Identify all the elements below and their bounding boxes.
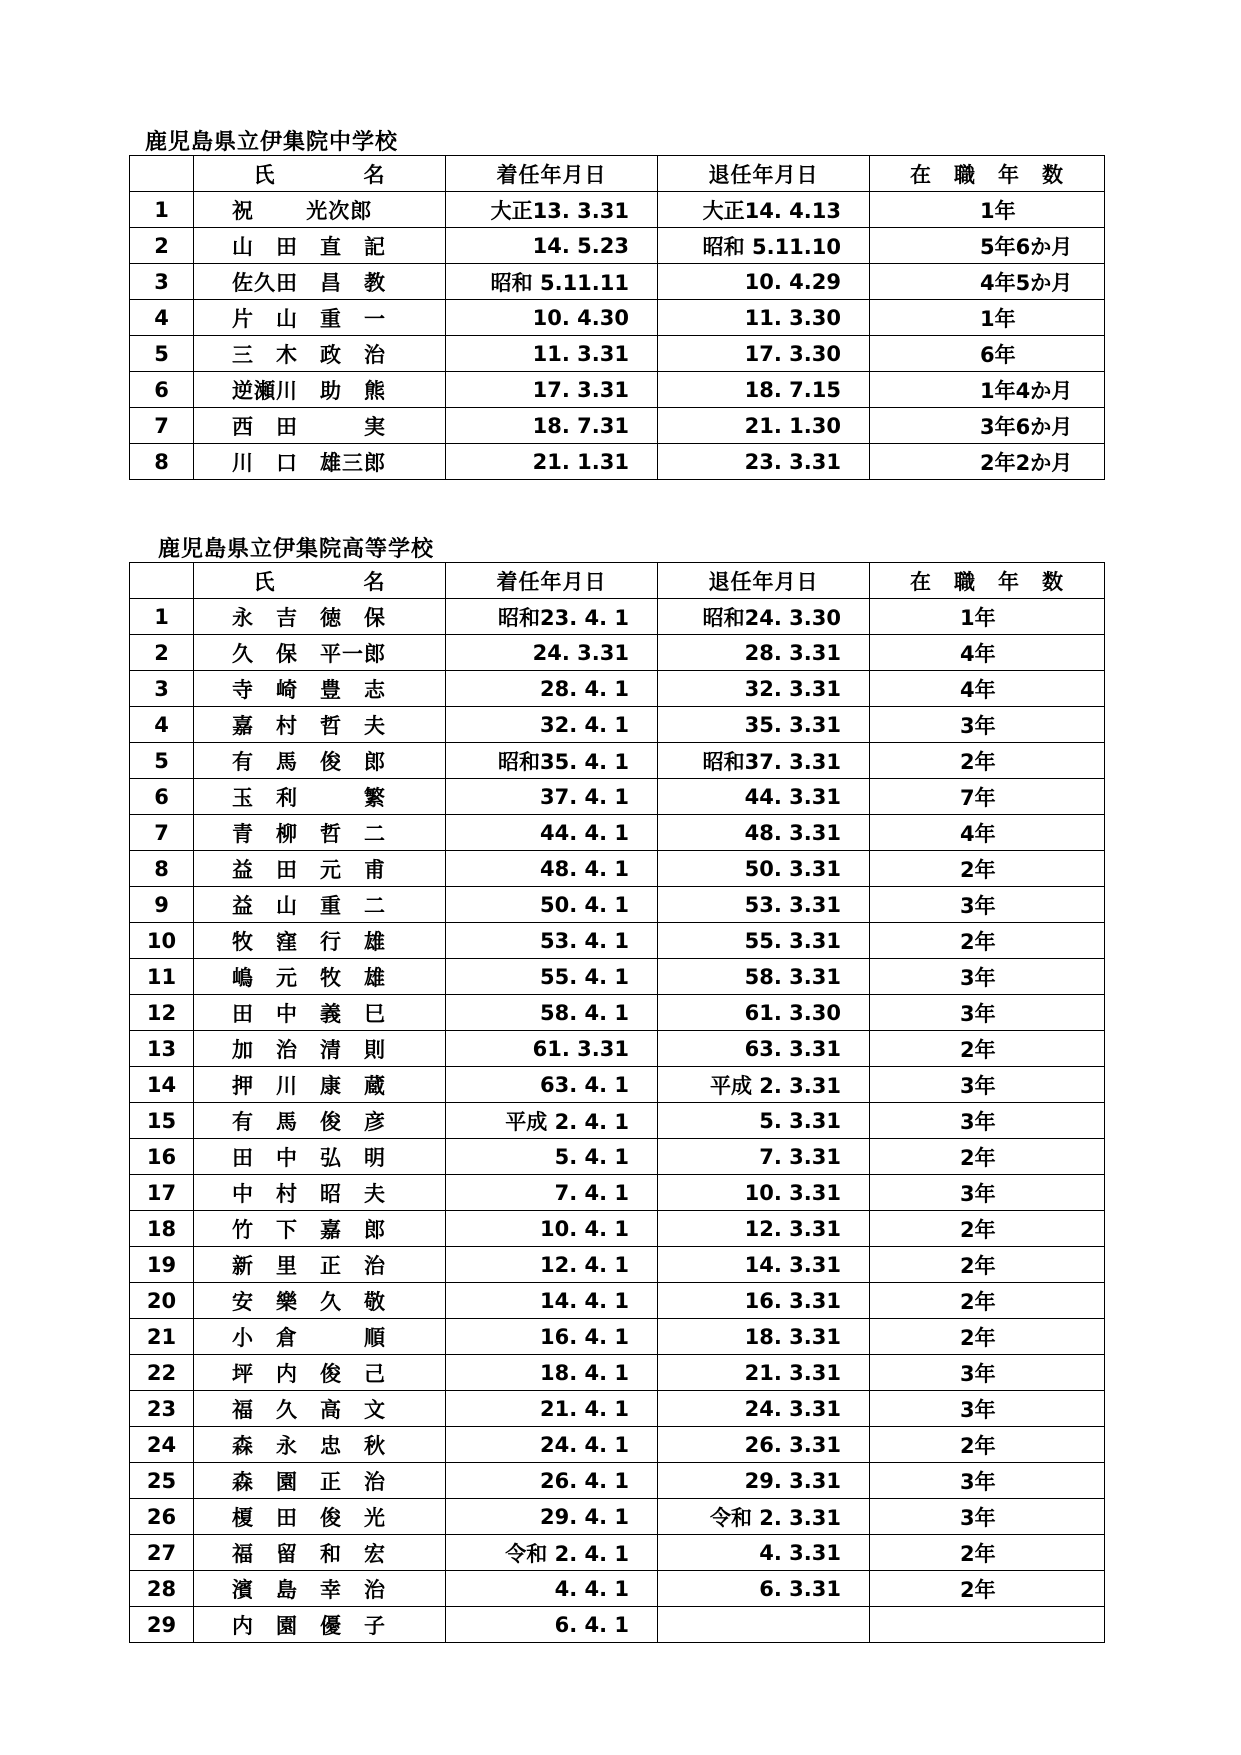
row-number: 6 bbox=[130, 372, 194, 408]
end-date: 大正14. 4.13 bbox=[658, 192, 870, 228]
section-title-junior-high: 鹿児島県立伊集院中学校 bbox=[145, 130, 399, 155]
start-date: 24. 3.31 bbox=[446, 635, 658, 671]
row-number: 9 bbox=[130, 887, 194, 923]
end-date: 5. 3.31 bbox=[658, 1103, 870, 1139]
end-date: 58. 3.31 bbox=[658, 959, 870, 995]
table-row bbox=[130, 1355, 1105, 1391]
row-number: 1 bbox=[130, 599, 194, 635]
start-date: 44. 4. 1 bbox=[446, 815, 658, 851]
start-date: 55. 4. 1 bbox=[446, 959, 658, 995]
principal-name: 中 村 昭 夫 bbox=[194, 1175, 446, 1211]
tenure-years: 1年 bbox=[870, 300, 1105, 336]
table-row bbox=[130, 1067, 1105, 1103]
end-date: 10. 4.29 bbox=[658, 264, 870, 300]
table-header-row bbox=[130, 563, 1105, 599]
start-date: 12. 4. 1 bbox=[446, 1247, 658, 1283]
end-date: 7. 3.31 bbox=[658, 1139, 870, 1175]
tenure-years: 4年 bbox=[870, 671, 1105, 707]
tenure-years: 2年 bbox=[870, 1319, 1105, 1355]
start-date: 58. 4. 1 bbox=[446, 995, 658, 1031]
start-date: 6. 4. 1 bbox=[446, 1607, 658, 1643]
table-row bbox=[130, 264, 1105, 300]
end-date: 48. 3.31 bbox=[658, 815, 870, 851]
table-body bbox=[130, 599, 1105, 1643]
table-row bbox=[130, 228, 1105, 264]
end-date bbox=[658, 1607, 870, 1643]
end-date: 29. 3.31 bbox=[658, 1463, 870, 1499]
principal-name: 嶋 元 牧 雄 bbox=[194, 959, 446, 995]
start-date: 4. 4. 1 bbox=[446, 1571, 658, 1607]
tenure-years: 1年 bbox=[870, 599, 1105, 635]
principal-name: 川 口 雄三郎 bbox=[194, 444, 446, 480]
tenure-years: 2年 bbox=[870, 1571, 1105, 1607]
principal-name: 田 中 義 巳 bbox=[194, 995, 446, 1031]
principal-name: 福 留 和 宏 bbox=[194, 1535, 446, 1571]
row-number: 20 bbox=[130, 1283, 194, 1319]
table-row bbox=[130, 1247, 1105, 1283]
principal-name: 有 馬 俊 彦 bbox=[194, 1103, 446, 1139]
tenure-years: 2年 bbox=[870, 1031, 1105, 1067]
row-number: 25 bbox=[130, 1463, 194, 1499]
principal-name: 榎 田 俊 光 bbox=[194, 1499, 446, 1535]
header-name: 氏 名 bbox=[194, 156, 446, 192]
principal-name: 福 久 高 文 bbox=[194, 1391, 446, 1427]
principal-name: 安 樂 久 敬 bbox=[194, 1283, 446, 1319]
principal-table-high-school bbox=[129, 562, 1105, 1643]
row-number: 4 bbox=[130, 707, 194, 743]
table-row bbox=[130, 779, 1105, 815]
table-row bbox=[130, 1607, 1105, 1643]
principal-name: 内 園 優 子 bbox=[194, 1607, 446, 1643]
table-row bbox=[130, 743, 1105, 779]
end-date: 17. 3.30 bbox=[658, 336, 870, 372]
table-row bbox=[130, 1283, 1105, 1319]
end-date: 11. 3.30 bbox=[658, 300, 870, 336]
principal-name: 新 里 正 治 bbox=[194, 1247, 446, 1283]
end-date: 50. 3.31 bbox=[658, 851, 870, 887]
table-header-row bbox=[130, 156, 1105, 192]
start-date: 平成 2. 4. 1 bbox=[446, 1103, 658, 1139]
tenure-years: 2年 bbox=[870, 1211, 1105, 1247]
principal-name: 森 永 忠 秋 bbox=[194, 1427, 446, 1463]
row-number: 12 bbox=[130, 995, 194, 1031]
principal-name: 玉 利 繁 bbox=[194, 779, 446, 815]
row-number: 24 bbox=[130, 1427, 194, 1463]
principal-name: 有 馬 俊 郎 bbox=[194, 743, 446, 779]
tenure-years: 2年 bbox=[870, 923, 1105, 959]
start-date: 29. 4. 1 bbox=[446, 1499, 658, 1535]
tenure-years: 5年6か月 bbox=[870, 228, 1105, 264]
tenure-years: 7年 bbox=[870, 779, 1105, 815]
start-date: 28. 4. 1 bbox=[446, 671, 658, 707]
tenure-years: 1年 bbox=[870, 192, 1105, 228]
tenure-years: 3年 bbox=[870, 959, 1105, 995]
table-row bbox=[130, 1031, 1105, 1067]
start-date: 18. 7.31 bbox=[446, 408, 658, 444]
table-row bbox=[130, 1391, 1105, 1427]
end-date: 35. 3.31 bbox=[658, 707, 870, 743]
principal-name: 山 田 直 記 bbox=[194, 228, 446, 264]
tenure-years: 3年 bbox=[870, 707, 1105, 743]
end-date: 昭和24. 3.30 bbox=[658, 599, 870, 635]
table-row bbox=[130, 1499, 1105, 1535]
end-date: 6. 3.31 bbox=[658, 1571, 870, 1607]
row-number: 1 bbox=[130, 192, 194, 228]
tenure-years: 3年6か月 bbox=[870, 408, 1105, 444]
row-number: 29 bbox=[130, 1607, 194, 1643]
start-date: 21. 4. 1 bbox=[446, 1391, 658, 1427]
row-number: 17 bbox=[130, 1175, 194, 1211]
table-row bbox=[130, 923, 1105, 959]
principal-name: 益 山 重 二 bbox=[194, 887, 446, 923]
principal-name: 嘉 村 哲 夫 bbox=[194, 707, 446, 743]
tenure-years: 2年 bbox=[870, 1535, 1105, 1571]
principal-name: 益 田 元 甫 bbox=[194, 851, 446, 887]
table-row bbox=[130, 372, 1105, 408]
principal-name: 永 吉 徳 保 bbox=[194, 599, 446, 635]
table-row bbox=[130, 336, 1105, 372]
start-date: 24. 4. 1 bbox=[446, 1427, 658, 1463]
row-number: 2 bbox=[130, 228, 194, 264]
table-row bbox=[130, 1427, 1105, 1463]
row-number: 7 bbox=[130, 408, 194, 444]
principal-name: 青 柳 哲 二 bbox=[194, 815, 446, 851]
start-date: 17. 3.31 bbox=[446, 372, 658, 408]
row-number: 28 bbox=[130, 1571, 194, 1607]
table-body bbox=[130, 192, 1105, 480]
row-number: 26 bbox=[130, 1499, 194, 1535]
principal-name: 牧 窪 行 雄 bbox=[194, 923, 446, 959]
principal-name: 加 治 清 則 bbox=[194, 1031, 446, 1067]
section-title-high-school: 鹿児島県立伊集院高等学校 bbox=[158, 537, 435, 562]
table-row bbox=[130, 300, 1105, 336]
tenure-years: 6年 bbox=[870, 336, 1105, 372]
end-date: 44. 3.31 bbox=[658, 779, 870, 815]
header-no bbox=[130, 156, 194, 192]
table-row bbox=[130, 444, 1105, 480]
tenure-years: 4年5か月 bbox=[870, 264, 1105, 300]
principal-name: 佐久田 昌 教 bbox=[194, 264, 446, 300]
principal-name: 片 山 重 一 bbox=[194, 300, 446, 336]
start-date: 16. 4. 1 bbox=[446, 1319, 658, 1355]
row-number: 21 bbox=[130, 1319, 194, 1355]
principal-name: 三 木 政 治 bbox=[194, 336, 446, 372]
row-number: 5 bbox=[130, 336, 194, 372]
start-date: 26. 4. 1 bbox=[446, 1463, 658, 1499]
header-name: 氏 名 bbox=[194, 563, 446, 599]
table-row bbox=[130, 1139, 1105, 1175]
row-number: 18 bbox=[130, 1211, 194, 1247]
table-row bbox=[130, 1571, 1105, 1607]
table-row bbox=[130, 671, 1105, 707]
table-row bbox=[130, 1319, 1105, 1355]
end-date: 平成 2. 3.31 bbox=[658, 1067, 870, 1103]
table-row bbox=[130, 1175, 1105, 1211]
end-date: 4. 3.31 bbox=[658, 1535, 870, 1571]
principal-name: 逆瀬川 助 熊 bbox=[194, 372, 446, 408]
row-number: 5 bbox=[130, 743, 194, 779]
row-number: 10 bbox=[130, 923, 194, 959]
start-date: 昭和 5.11.11 bbox=[446, 264, 658, 300]
table-row bbox=[130, 1463, 1105, 1499]
principal-name: 寺 崎 豊 志 bbox=[194, 671, 446, 707]
row-number: 4 bbox=[130, 300, 194, 336]
start-date: 48. 4. 1 bbox=[446, 851, 658, 887]
tenure-years: 3年 bbox=[870, 887, 1105, 923]
table-row bbox=[130, 1535, 1105, 1571]
end-date: 昭和37. 3.31 bbox=[658, 743, 870, 779]
end-date: 14. 3.31 bbox=[658, 1247, 870, 1283]
table-row bbox=[130, 959, 1105, 995]
end-date: 16. 3.31 bbox=[658, 1283, 870, 1319]
row-number: 27 bbox=[130, 1535, 194, 1571]
tenure-years: 3年 bbox=[870, 1103, 1105, 1139]
row-number: 13 bbox=[130, 1031, 194, 1067]
table-row bbox=[130, 1103, 1105, 1139]
row-number: 3 bbox=[130, 671, 194, 707]
table-row bbox=[130, 408, 1105, 444]
start-date: 10. 4.30 bbox=[446, 300, 658, 336]
tenure-years: 2年 bbox=[870, 1247, 1105, 1283]
table-row bbox=[130, 192, 1105, 228]
tenure-years: 3年 bbox=[870, 1067, 1105, 1103]
row-number: 15 bbox=[130, 1103, 194, 1139]
end-date: 26. 3.31 bbox=[658, 1427, 870, 1463]
tenure-years: 2年 bbox=[870, 1427, 1105, 1463]
start-date: 21. 1.31 bbox=[446, 444, 658, 480]
start-date: 14. 4. 1 bbox=[446, 1283, 658, 1319]
tenure-years: 2年 bbox=[870, 743, 1105, 779]
start-date: 昭和23. 4. 1 bbox=[446, 599, 658, 635]
end-date: 21. 3.31 bbox=[658, 1355, 870, 1391]
header-years: 在 職 年 数 bbox=[870, 563, 1105, 599]
principal-name: 祝 光次郎 bbox=[194, 192, 446, 228]
table-row bbox=[130, 995, 1105, 1031]
tenure-years: 2年2か月 bbox=[870, 444, 1105, 480]
table-row bbox=[130, 851, 1105, 887]
row-number: 23 bbox=[130, 1391, 194, 1427]
principal-table-junior-high bbox=[129, 155, 1105, 480]
tenure-years: 3年 bbox=[870, 1391, 1105, 1427]
tenure-years bbox=[870, 1607, 1105, 1643]
principal-name: 田 中 弘 明 bbox=[194, 1139, 446, 1175]
principal-name: 押 川 康 蔵 bbox=[194, 1067, 446, 1103]
row-number: 3 bbox=[130, 264, 194, 300]
table-row bbox=[130, 815, 1105, 851]
start-date: 10. 4. 1 bbox=[446, 1211, 658, 1247]
row-number: 8 bbox=[130, 444, 194, 480]
principal-name: 小 倉 順 bbox=[194, 1319, 446, 1355]
start-date: 昭和35. 4. 1 bbox=[446, 743, 658, 779]
row-number: 22 bbox=[130, 1355, 194, 1391]
tenure-years: 3年 bbox=[870, 995, 1105, 1031]
start-date: 53. 4. 1 bbox=[446, 923, 658, 959]
table-row bbox=[130, 887, 1105, 923]
row-number: 8 bbox=[130, 851, 194, 887]
start-date: 50. 4. 1 bbox=[446, 887, 658, 923]
row-number: 7 bbox=[130, 815, 194, 851]
table-row bbox=[130, 635, 1105, 671]
tenure-years: 2年 bbox=[870, 1139, 1105, 1175]
start-date: 11. 3.31 bbox=[446, 336, 658, 372]
row-number: 19 bbox=[130, 1247, 194, 1283]
end-date: 18. 3.31 bbox=[658, 1319, 870, 1355]
header-end-date: 退任年月日 bbox=[658, 156, 870, 192]
end-date: 28. 3.31 bbox=[658, 635, 870, 671]
row-number: 6 bbox=[130, 779, 194, 815]
end-date: 32. 3.31 bbox=[658, 671, 870, 707]
start-date: 令和 2. 4. 1 bbox=[446, 1535, 658, 1571]
principal-name: 森 園 正 治 bbox=[194, 1463, 446, 1499]
end-date: 10. 3.31 bbox=[658, 1175, 870, 1211]
tenure-years: 3年 bbox=[870, 1355, 1105, 1391]
principal-name: 竹 下 嘉 郎 bbox=[194, 1211, 446, 1247]
end-date: 18. 7.15 bbox=[658, 372, 870, 408]
end-date: 53. 3.31 bbox=[658, 887, 870, 923]
table-row bbox=[130, 1211, 1105, 1247]
header-start-date: 着任年月日 bbox=[446, 156, 658, 192]
end-date: 令和 2. 3.31 bbox=[658, 1499, 870, 1535]
start-date: 7. 4. 1 bbox=[446, 1175, 658, 1211]
row-number: 14 bbox=[130, 1067, 194, 1103]
start-date: 61. 3.31 bbox=[446, 1031, 658, 1067]
end-date: 21. 1.30 bbox=[658, 408, 870, 444]
end-date: 昭和 5.11.10 bbox=[658, 228, 870, 264]
start-date: 37. 4. 1 bbox=[446, 779, 658, 815]
start-date: 32. 4. 1 bbox=[446, 707, 658, 743]
principal-name: 坪 内 俊 己 bbox=[194, 1355, 446, 1391]
end-date: 61. 3.30 bbox=[658, 995, 870, 1031]
end-date: 23. 3.31 bbox=[658, 444, 870, 480]
start-date: 大正13. 3.31 bbox=[446, 192, 658, 228]
start-date: 5. 4. 1 bbox=[446, 1139, 658, 1175]
end-date: 12. 3.31 bbox=[658, 1211, 870, 1247]
start-date: 18. 4. 1 bbox=[446, 1355, 658, 1391]
start-date: 14. 5.23 bbox=[446, 228, 658, 264]
tenure-years: 2年 bbox=[870, 851, 1105, 887]
tenure-years: 1年4か月 bbox=[870, 372, 1105, 408]
row-number: 16 bbox=[130, 1139, 194, 1175]
row-number: 11 bbox=[130, 959, 194, 995]
end-date: 63. 3.31 bbox=[658, 1031, 870, 1067]
table-row bbox=[130, 707, 1105, 743]
end-date: 24. 3.31 bbox=[658, 1391, 870, 1427]
end-date: 55. 3.31 bbox=[658, 923, 870, 959]
tenure-years: 3年 bbox=[870, 1499, 1105, 1535]
tenure-years: 2年 bbox=[870, 1283, 1105, 1319]
header-start-date: 着任年月日 bbox=[446, 563, 658, 599]
principal-name: 濱 島 幸 治 bbox=[194, 1571, 446, 1607]
tenure-years: 4年 bbox=[870, 815, 1105, 851]
tenure-years: 4年 bbox=[870, 635, 1105, 671]
header-years: 在 職 年 数 bbox=[870, 156, 1105, 192]
table-row bbox=[130, 599, 1105, 635]
row-number: 2 bbox=[130, 635, 194, 671]
start-date: 63. 4. 1 bbox=[446, 1067, 658, 1103]
principal-name: 久 保 平一郎 bbox=[194, 635, 446, 671]
header-end-date: 退任年月日 bbox=[658, 563, 870, 599]
tenure-years: 3年 bbox=[870, 1175, 1105, 1211]
tenure-years: 3年 bbox=[870, 1463, 1105, 1499]
principal-name: 西 田 実 bbox=[194, 408, 446, 444]
header-no bbox=[130, 563, 194, 599]
